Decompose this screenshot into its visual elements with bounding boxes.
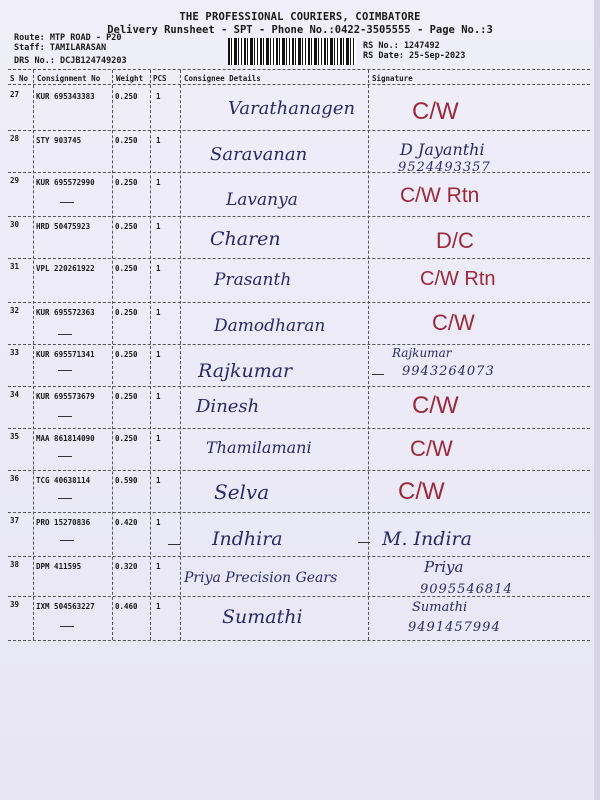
row-weight: 0.250 (115, 350, 138, 359)
row-sno: 31 (10, 262, 20, 271)
row-weight: 0.590 (115, 476, 138, 485)
row-signature: C/W Rtn (420, 268, 496, 290)
row-sno: 36 (10, 474, 20, 483)
row-sno: 35 (10, 432, 20, 441)
row-consignee: Indhira (212, 528, 283, 550)
row-sno: 37 (10, 516, 20, 525)
table-header-rule (8, 84, 590, 85)
row-weight: 0.420 (115, 518, 138, 527)
barcode (228, 38, 356, 65)
table-row (0, 556, 600, 600)
row-weight: 0.250 (115, 264, 138, 273)
row-signature: D/C (436, 228, 474, 253)
row-sno: 33 (10, 348, 20, 357)
row-signature: C/W (410, 436, 453, 461)
row-consignment: KUR 695573679 (36, 392, 95, 401)
row-pcs: 1 (156, 434, 161, 443)
row-consignee: Priya Precision Gears (184, 570, 338, 586)
row-consignee: Selva (214, 480, 270, 504)
row-consignment: MAA 861814090 (36, 434, 95, 443)
runsheet-subtitle: Delivery Runsheet - SPT - Phone No.:0422-3505555 - Page No.:3 (107, 24, 493, 36)
row-signature: Rajkumar (392, 346, 452, 360)
row-signature: C/W Rtn (400, 184, 480, 207)
table-row (0, 302, 600, 346)
row-weight: 0.460 (115, 602, 138, 611)
row-pcs: 1 (156, 476, 161, 485)
row-consignee: Thamilamani (206, 438, 312, 457)
blank-dash (58, 456, 72, 457)
row-signature: C/W (398, 478, 445, 505)
row-pcs: 1 (156, 264, 161, 273)
row-pcs: 1 (156, 308, 161, 317)
table-row (0, 344, 600, 388)
table-row (0, 512, 600, 556)
row-consignee: Sumathi (222, 606, 303, 628)
row-consignment: PRO 15270836 (36, 518, 91, 527)
row-pcs: 1 (156, 222, 161, 231)
dash-mark (372, 374, 384, 375)
rs-number: RS No.: 1247492 (363, 41, 440, 51)
row-sno: 27 (10, 90, 20, 99)
row-weight: 0.250 (115, 222, 138, 231)
staff-label: Staff: TAMILARASAN (14, 43, 107, 53)
row-sno: 29 (10, 176, 20, 185)
row-consignee: Rajkumar (198, 360, 293, 382)
row-consignment: KUR 695343383 (36, 92, 95, 101)
row-consignee: Dinesh (196, 396, 260, 417)
row-signature: C/W (432, 310, 475, 335)
row-consignment: TCG 40638114 (36, 476, 91, 485)
row-weight: 0.250 (115, 392, 138, 401)
blank-dash (60, 626, 74, 627)
row-sno: 28 (10, 134, 20, 143)
blank-dash (60, 202, 74, 203)
row-phone: 9095546814 (420, 582, 513, 597)
row-pcs: 1 (156, 392, 161, 401)
row-consignee: Varathanagen (228, 98, 356, 119)
header-signature: Signature (372, 74, 413, 83)
row-consignee: Damodharan (214, 316, 326, 336)
table-top-rule (8, 69, 590, 70)
route-label: Route: MTP ROAD - P20 (14, 33, 122, 43)
dash-mark (168, 544, 180, 545)
header-weight: Weight (116, 74, 144, 83)
table-bottom-rule (8, 640, 590, 641)
row-weight: 0.250 (115, 434, 138, 443)
row-consignment: DPM 411595 (36, 562, 82, 571)
table-row (0, 172, 600, 216)
row-signature: C/W (412, 392, 459, 419)
table-row (0, 258, 600, 302)
row-signature: M. Indira (382, 528, 472, 550)
row-sno: 38 (10, 560, 20, 569)
row-consignee: Saravanan (210, 144, 308, 165)
table-row (0, 596, 600, 640)
row-consignee: Lavanya (226, 190, 298, 210)
row-weight: 0.250 (115, 308, 138, 317)
row-weight: 0.250 (115, 178, 138, 187)
row-pcs: 1 (156, 350, 161, 359)
header-sno: S No (10, 74, 29, 83)
row-sno: 39 (10, 600, 20, 609)
row-pcs: 1 (156, 518, 161, 527)
row-weight: 0.250 (115, 92, 138, 101)
table-row (0, 216, 600, 260)
row-pcs: 1 (156, 92, 161, 101)
table-row (0, 386, 600, 430)
row-signature: Priya (424, 558, 464, 576)
rs-date: RS Date: 25-Sep-2023 (363, 51, 466, 61)
row-sno: 32 (10, 306, 20, 315)
row-pcs: 1 (156, 178, 161, 187)
row-phone: 9524493357 (398, 160, 491, 175)
row-sno: 34 (10, 390, 20, 399)
row-signature: C/W (412, 98, 459, 125)
row-pcs: 1 (156, 562, 161, 571)
header-pcs: PCS (153, 74, 167, 83)
company-title: THE PROFESSIONAL COURIERS, COIMBATORE (179, 11, 421, 23)
row-weight: 0.320 (115, 562, 138, 571)
table-row (0, 428, 600, 472)
blank-dash (58, 334, 72, 335)
row-consignment: IXM 504563227 (36, 602, 95, 611)
row-pcs: 1 (156, 136, 161, 145)
blank-dash (60, 540, 74, 541)
blank-dash (58, 370, 72, 371)
table-row (0, 86, 600, 130)
blank-dash (58, 498, 72, 499)
row-consignment: KUR 695571341 (36, 350, 95, 359)
header-consignment: Consignment No (37, 74, 101, 83)
row-sno: 30 (10, 220, 20, 229)
row-phone: 9943264073 (402, 364, 495, 379)
row-pcs: 1 (156, 602, 161, 611)
row-signature: D Jayanthi (400, 140, 485, 159)
row-consignment: KUR 695572363 (36, 308, 95, 317)
row-consignment: VPL 220261922 (36, 264, 95, 273)
row-consignee: Prasanth (214, 270, 292, 290)
table-row (0, 470, 600, 514)
row-consignment: KUR 695572990 (36, 178, 95, 187)
row-consignee: Charen (210, 228, 281, 250)
blank-dash (58, 416, 72, 417)
row-consignment: HRD 50475923 (36, 222, 91, 231)
drs-number: DRS No.: DCJB124749203 (14, 56, 127, 66)
table-row (0, 130, 600, 174)
dash-mark (358, 542, 370, 543)
row-weight: 0.250 (115, 136, 138, 145)
header-consignee: Consignee Details (184, 74, 261, 83)
row-phone: 9491457994 (408, 620, 501, 635)
row-consignment: STY 903745 (36, 136, 82, 145)
row-signature: Sumathi (412, 600, 468, 615)
